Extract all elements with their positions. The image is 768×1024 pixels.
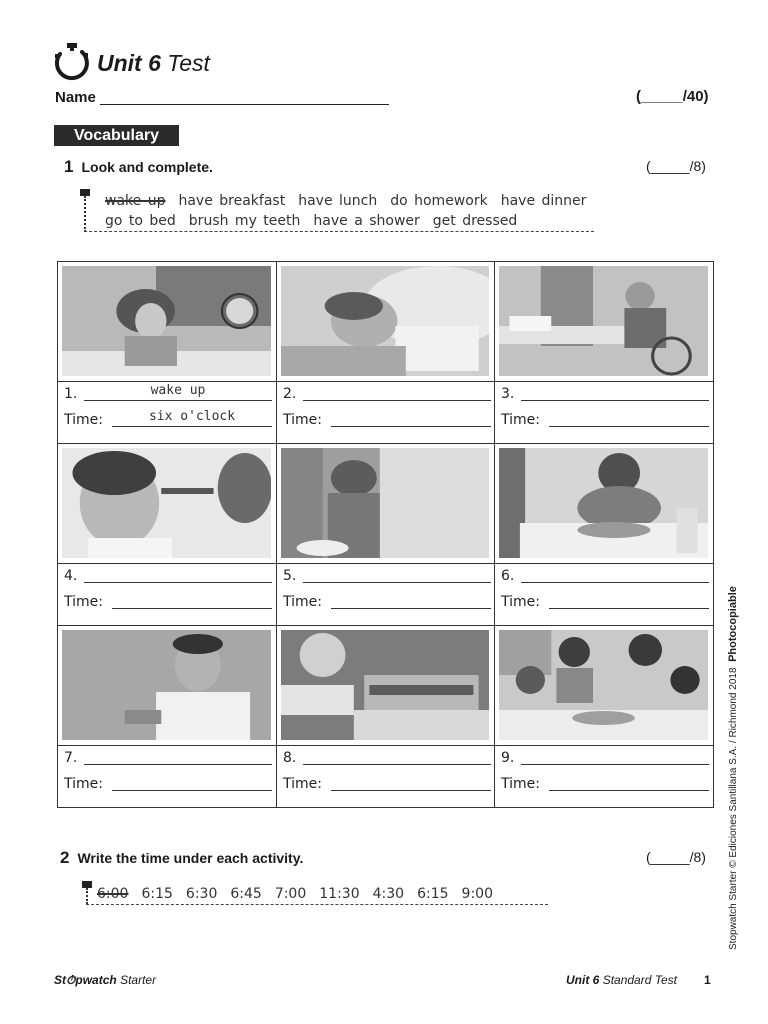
brand-text-end: pwatch [75, 973, 117, 987]
photo-cell [58, 262, 277, 382]
word-option: have dinner [500, 193, 587, 209]
photo-girl-eating-meal [499, 448, 708, 558]
photo-boy-sleeping-in-bed [281, 266, 489, 376]
photo-family-having-dinner [499, 630, 708, 740]
exercise-2-heading [60, 848, 303, 868]
word-option: have a shower [313, 213, 420, 229]
time-field[interactable] [112, 594, 272, 609]
time-label: Time: [501, 412, 540, 428]
time-label: Time: [283, 412, 322, 428]
word-option: get dressed [432, 213, 518, 229]
total-score: (_____/40) [636, 88, 709, 105]
exercise-number: 1 [64, 157, 74, 176]
copyright-text: Stopwatch Starter © Ediciones Santillana S.A. / Richmond 2018 [728, 667, 739, 950]
item-number: 5. [283, 568, 297, 584]
brand-text-start: St [54, 973, 66, 987]
photo-cell [495, 444, 713, 564]
answer-field[interactable] [521, 386, 709, 401]
footer-brand-logo [54, 973, 156, 988]
answer-cell-8 [277, 746, 495, 807]
word-box-divider [84, 196, 86, 232]
photo-cell [495, 626, 713, 746]
answer-field[interactable] [84, 383, 272, 401]
time-options [97, 886, 506, 902]
time-field[interactable] [331, 776, 491, 791]
time-field[interactable] [549, 412, 709, 427]
time-label: Time: [64, 594, 103, 610]
item-number: 6. [501, 568, 515, 584]
time-option: 4:30 [372, 886, 405, 902]
page-title [97, 50, 210, 77]
stopwatch-o-icon: ⏱ [66, 973, 76, 987]
footer-test-label [566, 973, 677, 987]
answer-cell-1 [58, 382, 277, 444]
footer-unit: Unit 6 [566, 973, 600, 987]
answer-cell-7 [58, 746, 277, 807]
answer-field[interactable] [521, 750, 709, 765]
time-option: 6:15 [141, 886, 173, 902]
item-number: 3. [501, 386, 515, 402]
item-number: 7. [64, 750, 78, 766]
photo-sandwich-lunch [281, 630, 489, 740]
item-number: 2. [283, 386, 297, 402]
time-label: Time: [64, 412, 103, 428]
word-option: go to bed [105, 213, 176, 229]
answer-cell-6 [495, 564, 713, 626]
answer-field[interactable] [84, 568, 272, 583]
brand-subtitle: Starter [120, 973, 157, 987]
word-option: wake up [105, 193, 166, 209]
time-option: 7:00 [274, 886, 307, 902]
time-field[interactable] [549, 776, 709, 791]
time-label: Time: [283, 776, 322, 792]
word-box-line-2 [105, 213, 530, 229]
answer-cell-4 [58, 564, 277, 626]
answer-field[interactable] [303, 568, 491, 583]
item-number: 4. [64, 568, 78, 584]
time-field[interactable] [112, 409, 272, 427]
time-field[interactable] [112, 776, 272, 791]
photocopiable-label: Photocopiable [727, 586, 739, 662]
time-field[interactable] [549, 594, 709, 609]
word-box-flag-icon [80, 189, 90, 196]
handwritten-answer: wake up [150, 383, 206, 398]
title-unit: Unit 6 [97, 50, 161, 76]
time-option: 6:00 [97, 886, 129, 902]
item-number: 1. [64, 386, 78, 402]
word-box-line-1 [105, 193, 599, 209]
time-option: 11:30 [319, 886, 360, 902]
time-option: 6:30 [185, 886, 218, 902]
title-test: Test [167, 50, 210, 76]
photo-cell [277, 626, 495, 746]
exercise-number: 2 [60, 848, 70, 867]
photo-cell [58, 444, 277, 564]
item-number: 8. [283, 750, 297, 766]
time-option: 9:00 [461, 886, 493, 902]
exercise-1-heading [64, 157, 213, 177]
time-option: 6:15 [417, 886, 449, 902]
time-option: 6:45 [230, 886, 262, 902]
page-number: 1 [704, 973, 711, 987]
activity-grid [57, 261, 714, 808]
time-field[interactable] [331, 412, 491, 427]
word-option: have lunch [298, 193, 378, 209]
photo-cell [277, 262, 495, 382]
time-label: Time: [501, 776, 540, 792]
word-option: do homework [390, 193, 488, 209]
answer-field[interactable] [303, 750, 491, 765]
copyright-notice [727, 586, 739, 950]
word-option: have breakfast [178, 193, 286, 209]
answer-cell-9 [495, 746, 713, 807]
photo-cell [277, 444, 495, 564]
photo-woman-waking-with-alarm-clock [62, 266, 271, 376]
name-field[interactable] [100, 104, 389, 105]
answer-cell-3 [495, 382, 713, 444]
section-tag-vocabulary: Vocabulary [54, 125, 179, 146]
word-option: brush my teeth [188, 213, 301, 229]
answer-field[interactable] [84, 750, 272, 765]
exercise-2-score: (_____/8) [646, 849, 706, 865]
footer-test-type: Standard Test [602, 973, 677, 987]
photo-girl-brushing-teeth [62, 448, 271, 558]
answer-cell-2 [277, 382, 495, 444]
time-label: Time: [283, 594, 322, 610]
exercise-1-score: (_____/8) [646, 158, 706, 174]
exercise-instruction: Look and complete. [81, 159, 213, 175]
answer-field[interactable] [521, 568, 709, 583]
answer-field[interactable] [303, 386, 491, 401]
handwritten-time: six o'clock [148, 409, 236, 424]
photo-cell [495, 262, 713, 382]
word-box-underline [84, 231, 594, 232]
stopwatch-icon [52, 42, 92, 82]
time-box-underline [86, 904, 548, 905]
time-label: Time: [501, 594, 540, 610]
answer-cell-5 [277, 564, 495, 626]
time-label: Time: [64, 776, 103, 792]
time-box-flag-icon [82, 881, 92, 888]
time-field[interactable] [331, 594, 491, 609]
name-label: Name [55, 89, 96, 106]
photo-boy-doing-homework [499, 266, 708, 376]
photo-cell [58, 626, 277, 746]
photo-cat-by-shower-curtain [281, 448, 489, 558]
photo-boy-buttoning-shirt [62, 630, 271, 740]
exercise-instruction: Write the time under each activity. [77, 850, 304, 866]
time-box-divider [86, 888, 88, 904]
item-number: 9. [501, 750, 515, 766]
